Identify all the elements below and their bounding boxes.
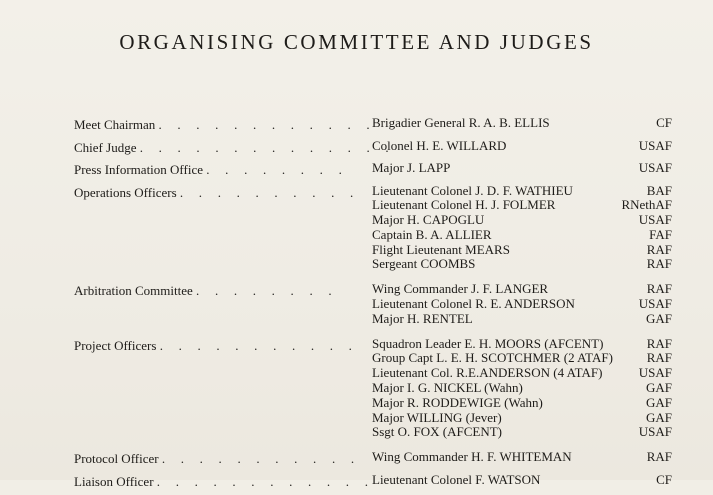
person-row [372, 312, 672, 327]
person-name: Major H. CAPOGLU [372, 212, 485, 228]
person-name: Major J. LAPP [372, 160, 451, 175]
person-name: Ssgt O. FOX (AFCENT) [372, 424, 503, 440]
role-text: Liaison Officer [74, 473, 154, 489]
person-name: Colonel H. E. WILLARD [372, 137, 507, 153]
person-name: Flight Lieutenant MEARS [372, 241, 510, 257]
person-name: Major WILLING (Jever) [372, 409, 502, 425]
service-branch: USAF [638, 212, 672, 228]
person-name: Squadron Leader E. H. MOORS (AFCENT) [372, 335, 604, 351]
committee-section [0, 450, 713, 473]
role-label [74, 450, 364, 467]
service-branch: USAF [638, 160, 672, 175]
person-name: Major H. RENTEL [372, 310, 473, 326]
page-title: ORGANISING COMMITTEE AND JUDGES [119, 30, 594, 54]
committee-section [0, 161, 713, 184]
person-row [372, 337, 672, 352]
person-row [372, 257, 672, 272]
person-row [372, 116, 672, 131]
people-list [372, 337, 672, 441]
service-branch: USAF [638, 296, 672, 312]
people-list [372, 161, 672, 176]
person-name: Major R. RODDEWIGE (Wahn) [372, 394, 543, 410]
person-row [372, 351, 672, 366]
service-branch: USAF [638, 365, 672, 381]
role-text: Protocol Officer [74, 451, 159, 467]
service-branch: RAF [646, 256, 672, 272]
service-branch: USAF [638, 424, 672, 440]
service-branch: CF [656, 115, 672, 130]
committee-section [0, 184, 713, 283]
role-label [74, 337, 364, 354]
people-list [372, 473, 672, 488]
person-name: Brigadier General R. A. B. ELLIS [372, 115, 550, 130]
service-branch: RAF [646, 281, 672, 297]
person-name: Lieutenant Col. R.E.ANDERSON (4 ATAF) [372, 365, 603, 381]
role-text: Press Information Office [74, 162, 204, 177]
person-name: Captain B. A. ALLIER [372, 226, 492, 242]
committee-list [0, 116, 713, 495]
role-label [74, 282, 364, 299]
committee-section [0, 139, 713, 162]
people-list [372, 139, 672, 154]
person-name: Lieutenant Colonel R. E. ANDERSON [372, 296, 575, 312]
role-label [74, 161, 364, 178]
leader-dots: . . . . . . . . . . . . [158, 117, 376, 132]
committee-section [0, 116, 713, 139]
service-branch: RAF [646, 241, 672, 257]
service-branch: RAF [646, 335, 672, 351]
role-label [74, 116, 376, 133]
role-text: Arbitration Committee [74, 283, 193, 299]
service-branch: USAF [638, 137, 672, 153]
person-row [372, 161, 672, 176]
person-row [372, 228, 672, 243]
role-text: Meet Chairman [74, 117, 156, 132]
service-branch: GAF [645, 394, 672, 410]
role-text: Chief Judge [74, 139, 137, 155]
person-name: Lieutenant Colonel F. WATSON [372, 471, 541, 487]
service-branch: CF [656, 471, 672, 487]
person-row [372, 396, 672, 411]
person-row [372, 473, 672, 488]
person-name: Major I. G. NICKEL (Wahn) [372, 380, 523, 396]
committee-section [0, 473, 713, 495]
person-name: Group Capt L. E. H. SCOTCHMER (2 ATAF) [372, 350, 613, 366]
person-row [372, 184, 672, 199]
person-row [372, 213, 672, 228]
service-branch: BAF [646, 182, 672, 198]
service-branch: FAF [649, 226, 672, 242]
role-text: Operations Officers [74, 184, 177, 200]
person-row [372, 297, 672, 312]
person-row [372, 243, 672, 258]
person-row [372, 381, 672, 396]
leader-dots: . . . . . . . . . . . . [156, 473, 375, 489]
role-label [74, 139, 395, 156]
person-name: Wing Commander H. F. WHITEMAN [372, 449, 572, 465]
person-row [372, 198, 672, 213]
person-name: Lieutenant Colonel J. D. F. WATHIEU [372, 182, 573, 198]
service-branch: RNethAF [621, 197, 672, 213]
service-branch: RAF [646, 449, 672, 465]
people-list [372, 450, 672, 465]
committee-section [0, 337, 713, 451]
person-row [372, 450, 672, 465]
leader-dots: . . . . . . . . [206, 162, 349, 177]
person-row [372, 366, 672, 381]
person-name: Wing Commander J. F. LANGER [372, 281, 549, 297]
service-branch: GAF [645, 409, 672, 425]
role-text: Project Officers [74, 337, 157, 353]
people-list [372, 282, 672, 326]
leader-dots: . . . . . . . . [196, 283, 338, 299]
service-branch: GAF [645, 310, 672, 326]
person-name: Sergeant COOMBS [372, 256, 476, 272]
committee-section [0, 282, 713, 336]
service-branch: RAF [646, 350, 672, 366]
leader-dots: . . . . . . . . . . . [161, 451, 361, 467]
person-row [372, 282, 672, 297]
role-label [74, 184, 364, 201]
person-row [372, 411, 672, 426]
leader-dots: . . . . . . . . . . . [159, 337, 359, 353]
leader-dots: . . . . . . . . . . [179, 184, 360, 200]
people-list [372, 184, 672, 273]
people-list [372, 116, 672, 131]
person-name: Lieutenant Colonel H. J. FOLMER [372, 197, 556, 213]
service-branch: GAF [645, 380, 672, 396]
person-row [372, 425, 672, 440]
role-label [74, 473, 375, 490]
person-row [372, 139, 672, 154]
leader-dots: . . . . . . . . . . . . . . [139, 139, 395, 155]
